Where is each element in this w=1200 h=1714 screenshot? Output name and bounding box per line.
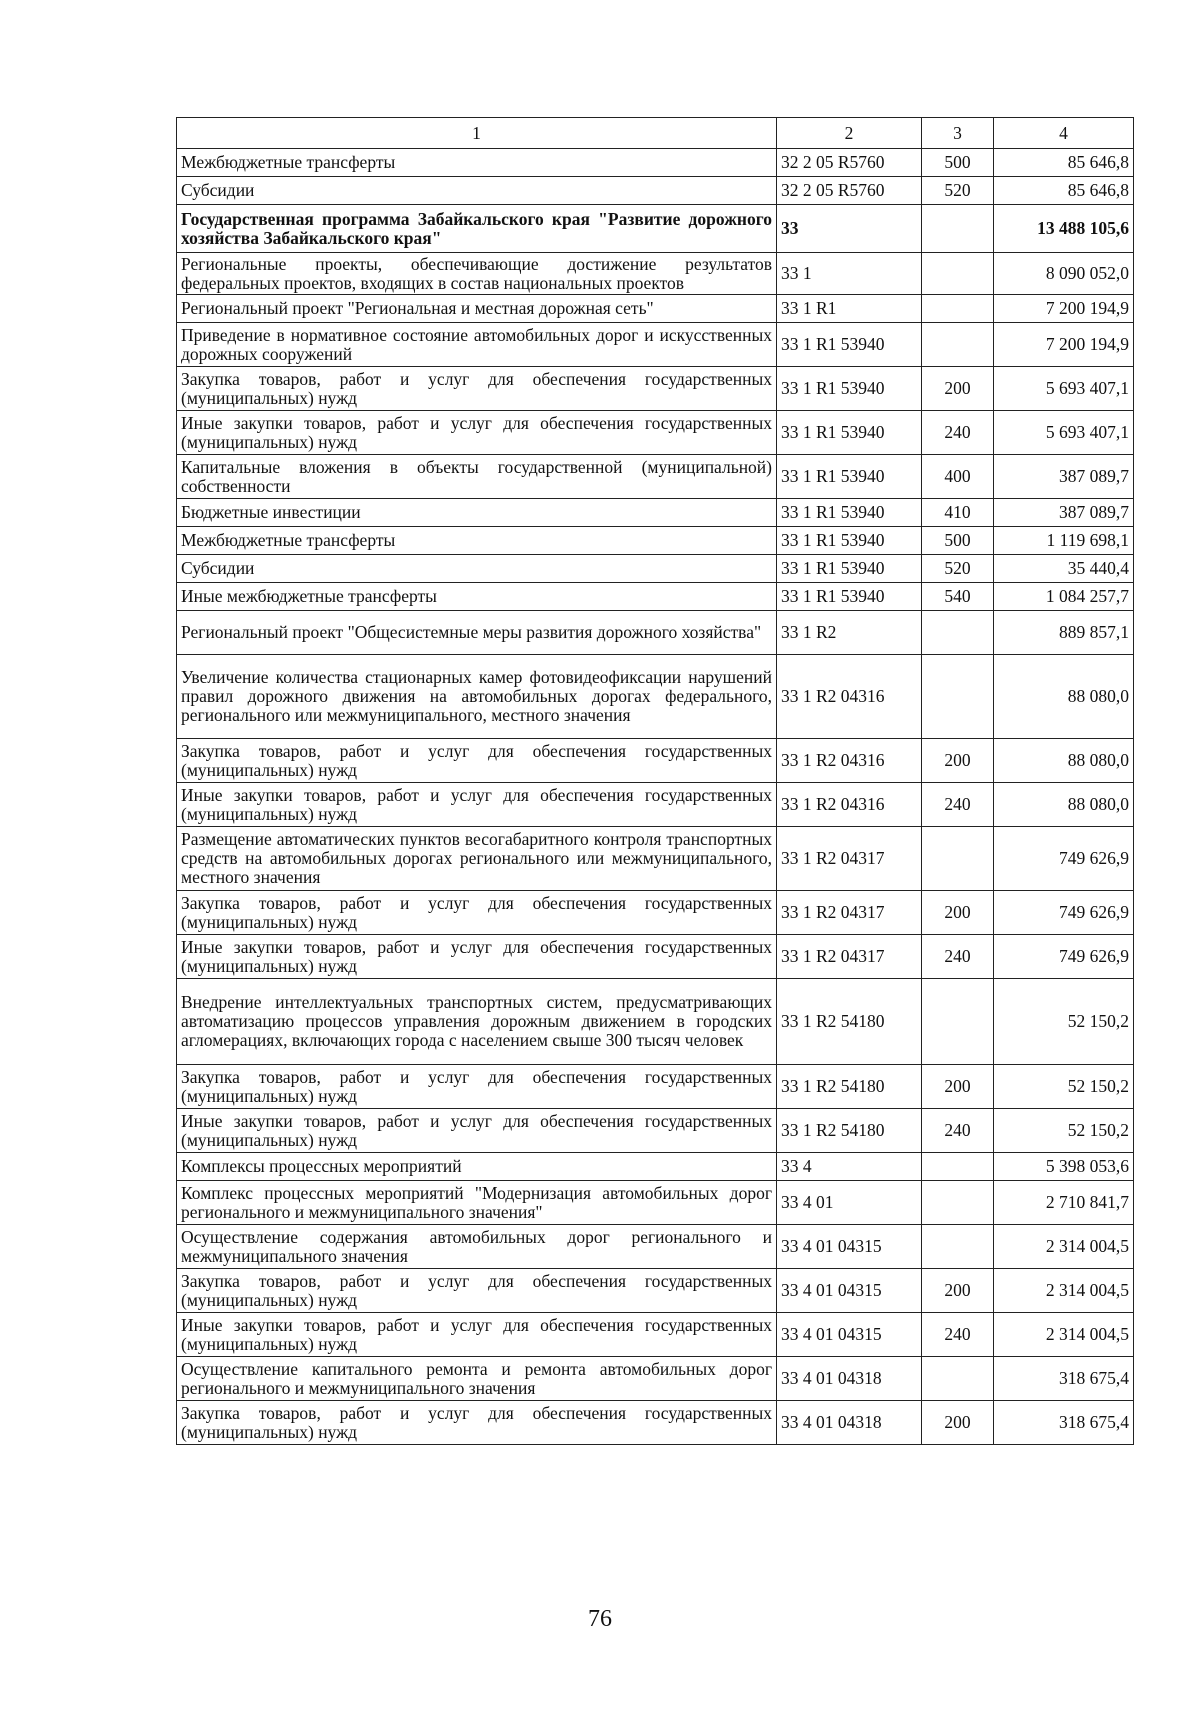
row-amount: 2 314 004,5: [994, 1269, 1134, 1313]
row-code: 33 4 01 04318: [777, 1357, 922, 1401]
header-col-4: 4: [994, 118, 1134, 149]
header-col-1: 1: [177, 118, 777, 149]
row-code: 33 1 R1 53940: [777, 555, 922, 583]
row-name: Закупка товаров, работ и услуг для обеспечения государственных (муниципальных) нужд: [177, 1065, 777, 1109]
row-amount: 85 646,8: [994, 149, 1134, 177]
row-name: Иные закупки товаров, работ и услуг для обеспечения государственных (муниципальных) нужд: [177, 1313, 777, 1357]
row-code: 33 4 01 04318: [777, 1401, 922, 1445]
row-type: 400: [922, 455, 994, 499]
row-type: [922, 323, 994, 367]
table-row: [177, 1181, 1134, 1225]
table-row: [177, 253, 1134, 295]
row-name: Региональные проекты, обеспечивающие достижение результатов федеральных проектов, входящих в состав национальных проектов: [177, 253, 777, 295]
row-amount: 13 488 105,6: [994, 205, 1134, 253]
row-code: 33 1 R2 54180: [777, 1065, 922, 1109]
row-name: Комплексы процессных мероприятий: [177, 1153, 777, 1181]
table-row: [177, 891, 1134, 935]
row-name: Иные закупки товаров, работ и услуг для обеспечения государственных (муниципальных) нужд: [177, 411, 777, 455]
row-amount: 52 150,2: [994, 1065, 1134, 1109]
table-row: [177, 411, 1134, 455]
row-amount: 7 200 194,9: [994, 295, 1134, 323]
row-name: Увеличение количества стационарных камер фотовидеофиксации нарушений правил дорожного движения на автомобильных дорогах федерального, регионального или межмуниципального, местного значения: [177, 655, 777, 739]
row-code: 33 1 R1 53940: [777, 367, 922, 411]
table-row: [177, 655, 1134, 739]
row-type: [922, 827, 994, 891]
row-name: Субсидии: [177, 177, 777, 205]
row-type: 500: [922, 149, 994, 177]
row-code: 33 1 R2 04317: [777, 935, 922, 979]
table-row: [177, 1357, 1134, 1401]
table-row: [177, 827, 1134, 891]
row-amount: 318 675,4: [994, 1401, 1134, 1445]
row-type: 500: [922, 527, 994, 555]
row-type: 240: [922, 1109, 994, 1153]
row-amount: 52 150,2: [994, 1109, 1134, 1153]
row-amount: 5 693 407,1: [994, 411, 1134, 455]
row-type: 240: [922, 935, 994, 979]
row-amount: 387 089,7: [994, 455, 1134, 499]
row-code: 33 1 R2 04316: [777, 739, 922, 783]
row-name: Иные межбюджетные трансферты: [177, 583, 777, 611]
row-type: 540: [922, 583, 994, 611]
row-amount: 8 090 052,0: [994, 253, 1134, 295]
row-name: Осуществление капитального ремонта и ремонта автомобильных дорог регионального и межмуниципального значения: [177, 1357, 777, 1401]
header-col-3: 3: [922, 118, 994, 149]
row-amount: 85 646,8: [994, 177, 1134, 205]
row-amount: 2 314 004,5: [994, 1225, 1134, 1269]
row-type: [922, 205, 994, 253]
row-code: 33 4: [777, 1153, 922, 1181]
table-row: [177, 583, 1134, 611]
row-code: 33 4 01 04315: [777, 1269, 922, 1313]
table-row: [177, 367, 1134, 411]
row-code: 33 1 R2 04316: [777, 655, 922, 739]
row-type: [922, 1153, 994, 1181]
table-row: [177, 323, 1134, 367]
row-name: Закупка товаров, работ и услуг для обеспечения государственных (муниципальных) нужд: [177, 1269, 777, 1313]
table-row: [177, 1109, 1134, 1153]
table-row: [177, 555, 1134, 583]
row-type: 200: [922, 1401, 994, 1445]
row-type: [922, 1181, 994, 1225]
row-code: 32 2 05 R5760: [777, 177, 922, 205]
table-row: [177, 499, 1134, 527]
row-code: 33 1 R2 04317: [777, 891, 922, 935]
row-amount: 7 200 194,9: [994, 323, 1134, 367]
header-col-2: 2: [777, 118, 922, 149]
row-code: 33 1 R1 53940: [777, 499, 922, 527]
row-code: 33 1 R1 53940: [777, 455, 922, 499]
row-amount: 749 626,9: [994, 935, 1134, 979]
row-name: Иные закупки товаров, работ и услуг для обеспечения государственных (муниципальных) нужд: [177, 783, 777, 827]
row-code: 33 1 R2 04317: [777, 827, 922, 891]
row-type: 520: [922, 555, 994, 583]
table-row: [177, 1401, 1134, 1445]
row-name: Внедрение интеллектуальных транспортных систем, предусматривающих автоматизацию процессов управления дорожным движением в городских агломерациях, включающих города с населением свыше 300 тысяч человек: [177, 979, 777, 1065]
row-name: Межбюджетные трансферты: [177, 149, 777, 177]
row-code: 33: [777, 205, 922, 253]
row-type: 200: [922, 1065, 994, 1109]
row-name: Комплекс процессных мероприятий "Модернизация автомобильных дорог регионального и межмуниципального значения": [177, 1181, 777, 1225]
row-code: 33 1 R2 04316: [777, 783, 922, 827]
row-amount: 5 693 407,1: [994, 367, 1134, 411]
row-type: 200: [922, 1269, 994, 1313]
header-row: [177, 118, 1134, 149]
row-name: Осуществление содержания автомобильных дорог регионального и межмуниципального значения: [177, 1225, 777, 1269]
row-code: 33 4 01 04315: [777, 1313, 922, 1357]
row-type: 240: [922, 411, 994, 455]
row-code: 33 1 R1 53940: [777, 411, 922, 455]
row-type: 240: [922, 783, 994, 827]
row-amount: 318 675,4: [994, 1357, 1134, 1401]
table-row: [177, 1269, 1134, 1313]
row-code: 32 2 05 R5760: [777, 149, 922, 177]
table-row: [177, 1065, 1134, 1109]
table-row: [177, 455, 1134, 499]
row-amount: 1 084 257,7: [994, 583, 1134, 611]
table-row: [177, 979, 1134, 1065]
row-type: 200: [922, 367, 994, 411]
row-code: 33 1 R2 54180: [777, 979, 922, 1065]
row-amount: 88 080,0: [994, 655, 1134, 739]
row-name: Иные закупки товаров, работ и услуг для обеспечения государственных (муниципальных) нужд: [177, 935, 777, 979]
row-code: 33 1 R2: [777, 611, 922, 655]
row-code: 33 1 R1 53940: [777, 527, 922, 555]
row-code: 33 1 R1 53940: [777, 583, 922, 611]
table-row: [177, 527, 1134, 555]
row-name: Капитальные вложения в объекты государственной (муниципальной) собственности: [177, 455, 777, 499]
row-amount: 5 398 053,6: [994, 1153, 1134, 1181]
row-amount: 749 626,9: [994, 827, 1134, 891]
row-amount: 2 314 004,5: [994, 1313, 1134, 1357]
row-type: 200: [922, 739, 994, 783]
row-type: 200: [922, 891, 994, 935]
table-row: [177, 1225, 1134, 1269]
row-code: 33 4 01 04315: [777, 1225, 922, 1269]
table-row: [177, 1153, 1134, 1181]
row-amount: 889 857,1: [994, 611, 1134, 655]
row-name: Региональный проект "Региональная и местная дорожная сеть": [177, 295, 777, 323]
row-name: Закупка товаров, работ и услуг для обеспечения государственных (муниципальных) нужд: [177, 367, 777, 411]
budget-table: [176, 117, 1134, 1445]
row-amount: 1 119 698,1: [994, 527, 1134, 555]
row-name: Приведение в нормативное состояние автомобильных дорог и искусственных дорожных сооружений: [177, 323, 777, 367]
table-row: [177, 205, 1134, 253]
row-amount: 52 150,2: [994, 979, 1134, 1065]
row-type: [922, 979, 994, 1065]
row-type: 520: [922, 177, 994, 205]
row-code: 33 4 01: [777, 1181, 922, 1225]
row-type: [922, 253, 994, 295]
row-type: [922, 1225, 994, 1269]
row-name: Размещение автоматических пунктов весогабаритного контроля транспортных средств на автомобильных дорогах регионального или межмуниципального, местного значения: [177, 827, 777, 891]
row-type: 410: [922, 499, 994, 527]
table-row: [177, 935, 1134, 979]
row-amount: 88 080,0: [994, 783, 1134, 827]
row-name: Закупка товаров, работ и услуг для обеспечения государственных (муниципальных) нужд: [177, 891, 777, 935]
row-code: 33 1 R2 54180: [777, 1109, 922, 1153]
table-row: [177, 611, 1134, 655]
row-name: Закупка товаров, работ и услуг для обеспечения государственных (муниципальных) нужд: [177, 1401, 777, 1445]
row-name: Иные закупки товаров, работ и услуг для обеспечения государственных (муниципальных) нужд: [177, 1109, 777, 1153]
row-amount: 35 440,4: [994, 555, 1134, 583]
table-row: [177, 295, 1134, 323]
row-name: Бюджетные инвестиции: [177, 499, 777, 527]
row-code: 33 1 R1: [777, 295, 922, 323]
row-type: 240: [922, 1313, 994, 1357]
table-row: [177, 1313, 1134, 1357]
row-type: [922, 295, 994, 323]
row-code: 33 1 R1 53940: [777, 323, 922, 367]
row-code: 33 1: [777, 253, 922, 295]
row-type: [922, 1357, 994, 1401]
page-number: 76: [588, 1606, 612, 1632]
row-name: Государственная программа Забайкальского края "Развитие дорожного хозяйства Забайкальского края": [177, 205, 777, 253]
row-name: Межбюджетные трансферты: [177, 527, 777, 555]
table-row: [177, 149, 1134, 177]
row-amount: 2 710 841,7: [994, 1181, 1134, 1225]
row-name: Субсидии: [177, 555, 777, 583]
row-amount: 88 080,0: [994, 739, 1134, 783]
row-name: Закупка товаров, работ и услуг для обеспечения государственных (муниципальных) нужд: [177, 739, 777, 783]
row-amount: 387 089,7: [994, 499, 1134, 527]
table-row: [177, 739, 1134, 783]
row-name: Региональный проект "Общесистемные меры развития дорожного хозяйства": [177, 611, 777, 655]
table-row: [177, 177, 1134, 205]
row-amount: 749 626,9: [994, 891, 1134, 935]
table-row: [177, 783, 1134, 827]
row-type: [922, 611, 994, 655]
row-type: [922, 655, 994, 739]
